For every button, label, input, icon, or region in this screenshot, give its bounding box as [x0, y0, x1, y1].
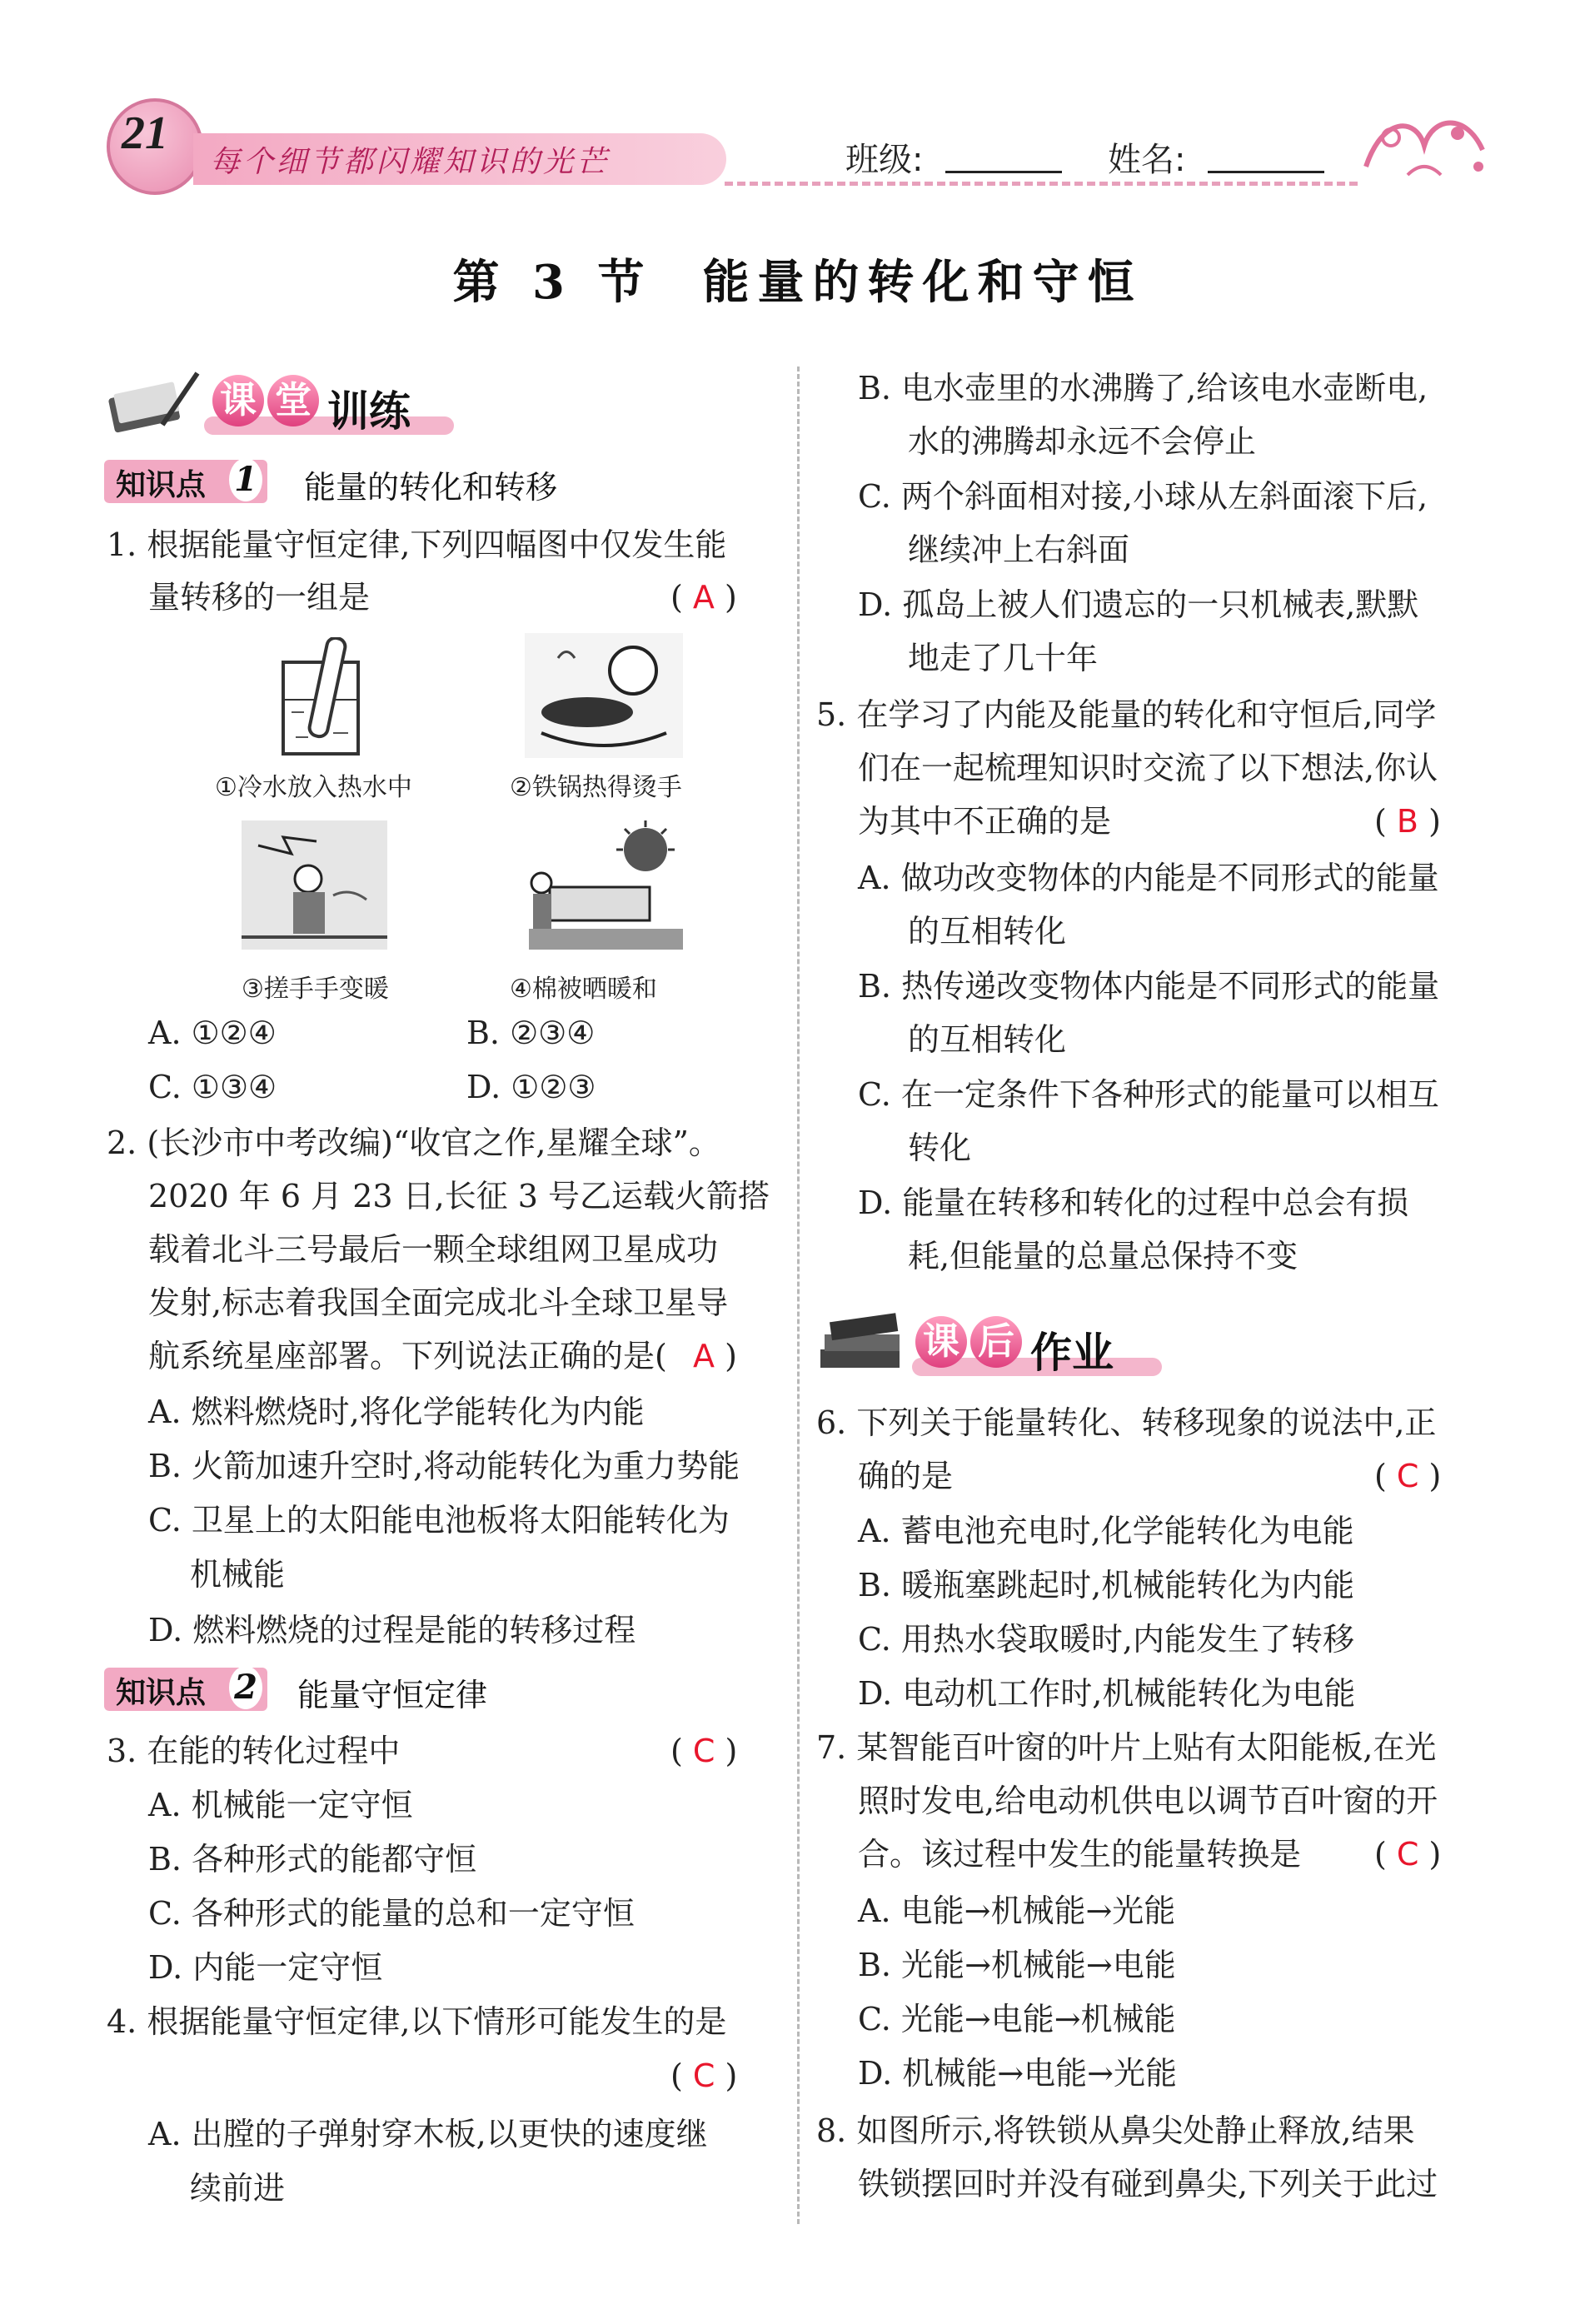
q6-option-c[interactable]: C. 用热水袋取暖时,内能发生了转移 — [858, 1621, 1354, 1658]
q6-option-b[interactable]: B. 暖瓶塞跳起时,机械能转化为内能 — [858, 1567, 1355, 1603]
q2-option-c[interactable]: C. 卫星上的太阳能电池板将太阳能转化为 — [148, 1502, 730, 1539]
q1-option-d[interactable]: D. ①②③ — [466, 1069, 596, 1105]
q4-option-d-cont: 地走了几十年 — [908, 640, 1099, 676]
name-blank[interactable] — [1208, 171, 1324, 173]
slogan-text: 每个细节都闪耀知识的光芒 — [210, 145, 611, 179]
q7-answer: ( C ) — [1374, 1836, 1442, 1873]
banner-word: 训练 — [327, 387, 411, 436]
q5-option-c[interactable]: C. 在一定条件下各种形式的能量可以相互 — [858, 1076, 1439, 1113]
q5-option-b-cont: 的互相转化 — [908, 1021, 1067, 1058]
q3-option-d[interactable]: D. 内能一定守恒 — [148, 1949, 383, 1986]
q2-line-3: 载着北斗三号最后一颗全球组网卫星成功 — [148, 1231, 719, 1268]
q2-option-a[interactable]: A. 燃料燃烧时,将化学能转化为内能 — [148, 1394, 645, 1430]
title-number: 第 3 节 — [452, 255, 653, 310]
banner-word: 作业 — [1030, 1329, 1114, 1377]
classroom-training-banner — [104, 367, 454, 436]
q3-option-c[interactable]: C. 各种形式的能量的总和一定守恒 — [148, 1895, 635, 1932]
iron-pot-hot-illustration — [525, 633, 683, 758]
q1-option-c[interactable]: C. ①③④ — [148, 1069, 277, 1105]
page-number: 21 — [122, 107, 168, 159]
q5-line-3: 为其中不正确的是 — [858, 803, 1112, 840]
header-dash-line — [725, 182, 1358, 186]
q2-option-c-cont: 机械能 — [190, 1556, 286, 1593]
kp-title: 能量守恒定律 — [297, 1677, 488, 1713]
q1-answer: ( A ) — [670, 579, 737, 616]
q4-option-d[interactable]: D. 孤岛上被人们遗忘的一只机械表,默默 — [858, 586, 1419, 623]
q4-option-b[interactable]: B. 电水壶里的水沸腾了,给该电水壶断电, — [858, 370, 1428, 406]
q1-option-b[interactable]: B. ②③④ — [466, 1015, 596, 1051]
class-label: 班级: — [845, 141, 924, 179]
q5-option-d-cont: 耗,但能量的总量总保持不变 — [908, 1238, 1298, 1274]
q4-answer: ( C ) — [670, 2057, 738, 2094]
q3-option-a[interactable]: A. 机械能一定守恒 — [148, 1787, 413, 1823]
q4-option-a[interactable]: A. 出膛的子弹射穿木板,以更快的速度继 — [148, 2116, 708, 2152]
q5-option-d[interactable]: D. 能量在转移和转化的过程中总会有损 — [858, 1184, 1409, 1221]
knowledge-point-1 — [104, 460, 604, 506]
q1-caption-3: ③搓手手变暖 — [242, 975, 389, 1004]
q6-option-d[interactable]: D. 电动机工作时,机械能转化为电能 — [858, 1675, 1356, 1712]
section-title — [0, 246, 1595, 312]
q3-line-1: 3. 在能的转化过程中 — [107, 1733, 401, 1769]
sun-quilt-illustration — [525, 820, 687, 954]
q6-answer: ( C ) — [1374, 1458, 1442, 1494]
q7-option-d[interactable]: D. 机械能→电能→光能 — [858, 2055, 1177, 2092]
q2-line-2: 2020 年 6 月 23 日,长征 3 号乙运载火箭搭 — [148, 1178, 770, 1214]
q2-line-5: 航系统星座部署。下列说法正确的是( — [148, 1338, 667, 1374]
q2-option-b[interactable]: B. 火箭加速升空时,将动能转化为重力势能 — [148, 1448, 740, 1484]
homework-banner — [812, 1308, 1162, 1377]
q6-line-1: 6. 下列关于能量转化、转移现象的说法中,正 — [816, 1404, 1437, 1441]
q4-line-1: 4. 根据能量守恒定律,以下情形可能发生的是 — [107, 2003, 727, 2040]
rubbing-hands-illustration — [242, 820, 387, 950]
q6-line-2: 确的是 — [858, 1458, 954, 1494]
q2-line-4: 发射,标志着我国全面完成北斗全球卫星导 — [148, 1284, 729, 1321]
cold-water-in-hot-water-illustration — [275, 637, 366, 762]
q3-option-b[interactable]: B. 各种形式的能都守恒 — [148, 1841, 477, 1878]
banner-char-2: 后 — [970, 1316, 1022, 1368]
q1-caption-2: ②铁锅热得烫手 — [510, 773, 682, 802]
q8-line-2: 铁锁摆回时并没有碰到鼻尖,下列关于此过 — [858, 2166, 1438, 2202]
q1-caption-1: ①冷水放入热水中 — [215, 773, 412, 802]
q7-line-3: 合。该过程中发生的能量转换是 — [858, 1836, 1302, 1873]
class-blank[interactable] — [945, 171, 1062, 173]
q5-option-c-cont: 转化 — [908, 1130, 972, 1166]
q7-option-b[interactable]: B. 光能→机械能→电能 — [858, 1947, 1176, 1983]
q5-option-b[interactable]: B. 热传递改变物体内能是不同形式的能量 — [858, 968, 1440, 1005]
q4-option-c[interactable]: C. 两个斜面相对接,小球从左斜面滚下后, — [858, 478, 1428, 515]
name-label: 姓名: — [1108, 141, 1186, 179]
notebook-pen-icon — [104, 367, 204, 433]
q2-option-d[interactable]: D. 燃料燃烧的过程是能的转移过程 — [148, 1612, 636, 1648]
banner-char-2: 堂 — [267, 375, 319, 426]
q4-option-a-cont: 续前进 — [190, 2170, 286, 2207]
q4-option-b-cont: 水的沸腾却永远不会停止 — [908, 423, 1257, 460]
q5-option-a[interactable]: A. 做功改变物体的内能是不同形式的能量 — [858, 860, 1439, 896]
q7-option-c[interactable]: C. 光能→电能→机械能 — [858, 2001, 1176, 2037]
knowledge-point-2 — [104, 1668, 604, 1711]
q8-line-1: 8. 如图所示,将铁锁从鼻尖处静止释放,结果 — [816, 2112, 1415, 2149]
q1-option-a[interactable]: A. ①②④ — [148, 1015, 277, 1051]
q7-option-a[interactable]: A. 电能→机械能→光能 — [858, 1893, 1176, 1929]
kp-label: 知识点 — [116, 1676, 207, 1710]
q2-answer: A ) — [693, 1338, 737, 1374]
q5-answer: ( B ) — [1374, 803, 1441, 840]
q5-line-2: 们在一起梳理知识时交流了以下想法,你认 — [858, 750, 1438, 786]
kp-title: 能量的转化和转移 — [304, 469, 558, 506]
q1-line-2: 量转移的一组是 — [148, 579, 371, 616]
q5-option-a-cont: 的互相转化 — [908, 913, 1067, 950]
kp-number: 2 — [229, 1666, 262, 1709]
q5-line-1: 5. 在学习了内能及能量的转化和守恒后,同学 — [816, 696, 1437, 733]
column-divider — [797, 367, 800, 2224]
q4-option-c-cont: 继续冲上右斜面 — [908, 531, 1130, 568]
banner-char-1: 课 — [915, 1316, 967, 1368]
kp-number: 1 — [229, 458, 262, 501]
q6-option-a[interactable]: A. 蓄电池充电时,化学能转化为电能 — [858, 1513, 1354, 1549]
books-icon — [812, 1308, 912, 1374]
banner-char-1: 课 — [212, 375, 264, 426]
title-text: 能量的转化和守恒 — [702, 255, 1143, 310]
q7-line-2: 照时发电,给电动机供电以调节百叶窗的开 — [858, 1783, 1438, 1819]
q2-line-1: 2. (长沙市中考改编)“收官之作,星耀全球”。 — [107, 1125, 720, 1161]
flourish-ornament-icon — [1358, 100, 1491, 192]
q7-line-1: 7. 某智能百叶窗的叶片上贴有太阳能板,在光 — [816, 1729, 1437, 1766]
q1-line-1: 1. 根据能量守恒定律,下列四幅图中仅发生能 — [107, 526, 727, 563]
q1-caption-4: ④棉被晒暖和 — [510, 975, 657, 1004]
q3-answer: ( C ) — [670, 1733, 738, 1769]
kp-label: 知识点 — [116, 468, 207, 502]
